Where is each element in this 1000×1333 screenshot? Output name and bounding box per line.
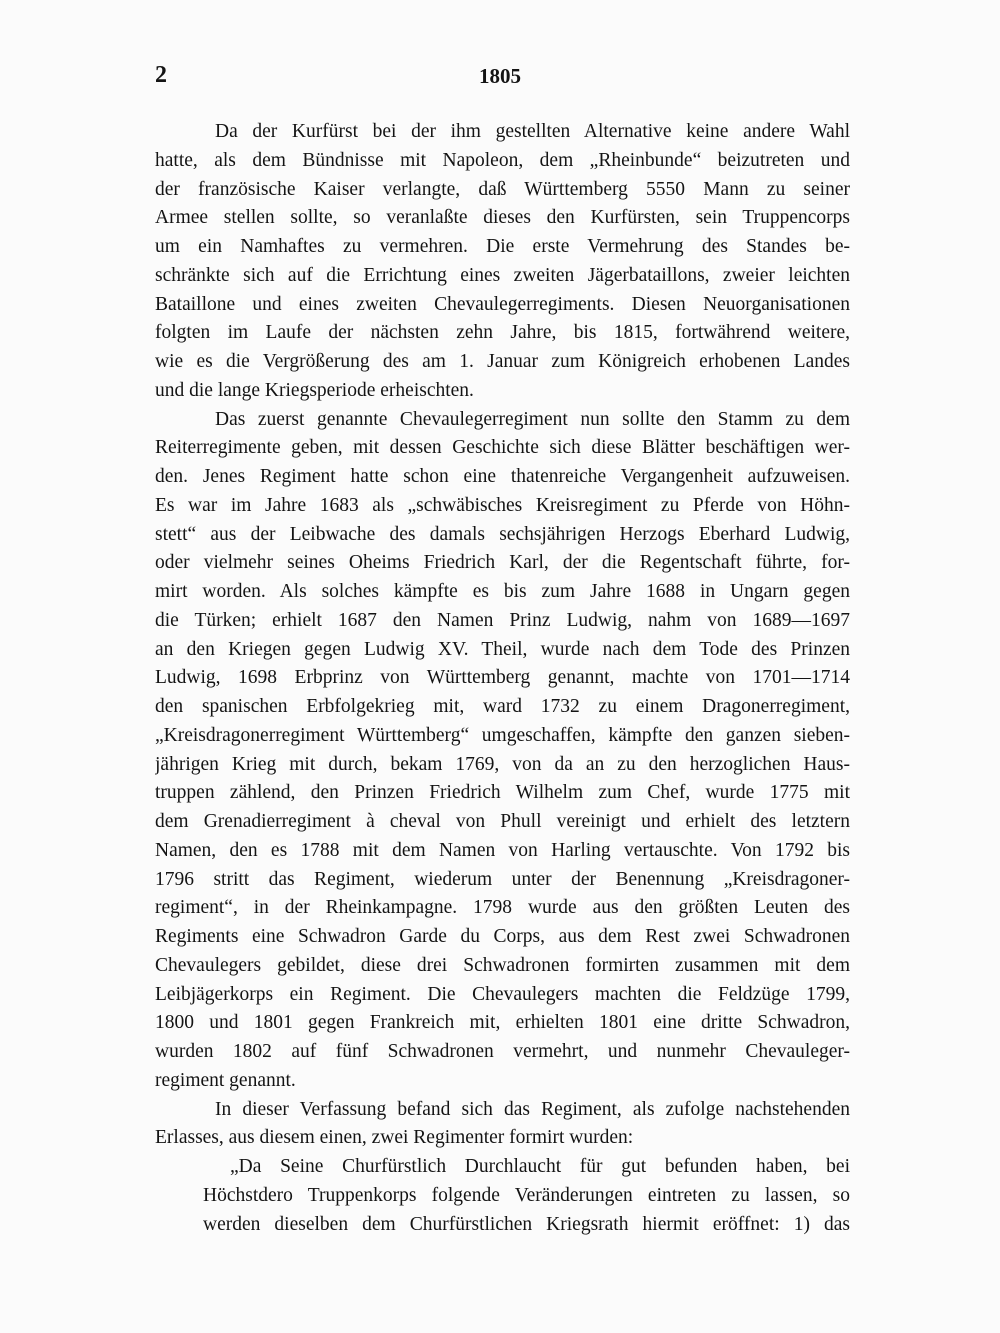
text-line: die Türken; erhielt 1687 den Namen Prinz Ludwig, nahm von 1689—1697: [155, 609, 850, 631]
text-line: oder vielmehr seines Oheims Friedrich Karl, der die Regentschaft führte, for-: [155, 552, 850, 574]
text-line: werden dieselben dem Churfürstlichen Kriegsrath hiermit eröffnet: 1) das: [203, 1213, 850, 1235]
paragraph: [155, 406, 850, 1096]
text-line: Namen, den es 1788 mit dem Namen von Harling vertauschte. Von 1792 bis: [155, 839, 850, 861]
text-line: an den Kriegen gegen Ludwig XV. Theil, wurde nach dem Tode des Prinzen: [155, 638, 850, 660]
text-line: Da der Kurfürst bei der ihm gestellten Alternative keine andere Wahl: [215, 121, 850, 142]
quoted-decree: [155, 1153, 850, 1239]
text-line: folgten im Laufe der nächsten zehn Jahre, bis 1815, fortwährend weitere,: [155, 322, 850, 344]
text-line: hatte, als dem Bündnisse mit Napoleon, dem „Rheinbunde“ beizutreten und: [155, 149, 850, 171]
text-line: Reiterregimente geben, mit dessen Geschichte sich diese Blätter beschäftigen wer-: [155, 437, 850, 459]
text-line: regiment“, in der Rheinkampagne. 1798 wurde aus den größten Leuten des: [155, 897, 850, 919]
paragraph: [155, 1096, 850, 1154]
text-line: Das zuerst genannte Chevaulegerregiment nun sollte den Stamm zu dem: [215, 408, 850, 430]
text-line: „Da Seine Churfürstlich Durchlaucht für gut befunden haben, bei: [230, 1156, 850, 1177]
paragraph: [155, 118, 850, 406]
text-line: 1800 und 1801 gegen Frankreich mit, erhielten 1801 eine dritte Schwadron,: [155, 1012, 850, 1034]
text-line: Chevaulegers gebildet, diese drei Schwadronen formirten zusammen mit dem: [155, 954, 850, 976]
text-line: Regiments eine Schwadron Garde du Corps, aus dem Rest zwei Schwadronen: [155, 926, 850, 947]
text-line: und die lange Kriegsperiode erheischten.: [155, 379, 474, 401]
text-line: truppen zählend, den Prinzen Friedrich Wilhelm zum Chef, wurde 1775 mit: [155, 782, 850, 804]
text-line: den. Jenes Regiment hatte schon eine thatenreiche Vergangenheit aufzuweisen.: [155, 466, 850, 487]
text-line: In dieser Verfassung befand sich das Regiment, als zufolge nachstehenden: [215, 1098, 850, 1120]
text-line: der französische Kaiser verlangte, daß Württemberg 5550 Mann zu seiner: [155, 178, 850, 200]
text-line: Erlasses, aus diesem einen, zwei Regimenter formirt wurden:: [155, 1127, 634, 1149]
text-line: 1796 stritt das Regiment, wiederum unter der Benennung „Kreisdragoner-: [155, 868, 850, 890]
text-line: mirt worden. Als solches kämpfte es bis zum Jahre 1688 in Ungarn gegen: [155, 581, 850, 602]
text-line: regiment genannt.: [155, 1069, 296, 1091]
text-line: Bataillone und eines zweiten Chevaulegerregiments. Diesen Neuorganisationen: [155, 293, 850, 315]
text-line: Höchstdero Truppenkorps folgende Veränderungen eintreten zu lassen, so: [203, 1184, 850, 1206]
text-line: wurden 1802 auf fünf Schwadronen vermehrt, und nunmehr Chevauleger-: [155, 1041, 850, 1062]
text-line: „Kreisdragonerregiment Württemberg“ umgeschaffen, kämpfte den ganzen sieben-: [155, 724, 850, 746]
page-body: [155, 118, 850, 1239]
text-line: Es war im Jahre 1683 als „schwäbisches Kreisregiment zu Pferde von Höhn-: [155, 494, 850, 516]
text-line: wie es die Vergrößerung des am 1. Januar zum Königreich erhobenen Landes: [155, 351, 850, 372]
text-line: den spanischen Erbfolgekrieg mit, ward 1732 zu einem Dragonerregiment,: [155, 696, 850, 717]
text-line: um ein Namhaftes zu vermehren. Die erste Vermehrung des Standes be-: [155, 236, 850, 257]
text-line: Leibjägerkorps ein Regiment. Die Chevaulegers machten die Feldzüge 1799,: [155, 983, 850, 1005]
text-line: Ludwig, 1698 Erbprinz von Württemberg genannt, machte von 1701—1714: [155, 667, 850, 689]
running-header-year: 1805: [479, 64, 521, 88]
text-line: jährigen Krieg mit durch, bekam 1769, von da an zu den herzoglichen Haus-: [155, 753, 850, 775]
text-line: Armee stellen sollte, so veranlaßte dieses den Kurfürsten, sein Truppencorps: [155, 207, 850, 229]
text-line: schränkte sich auf die Errichtung eines zweiten Jägerbataillons, zweier leichten: [155, 264, 850, 286]
page-number: 2: [155, 62, 167, 88]
text-line: dem Grenadierregiment à cheval von Phull vereinigt und erhielt des letztern: [155, 811, 850, 832]
text-line: stett“ aus der Leibwache des damals sechsjährigen Herzogs Eberhard Ludwig,: [155, 523, 850, 545]
